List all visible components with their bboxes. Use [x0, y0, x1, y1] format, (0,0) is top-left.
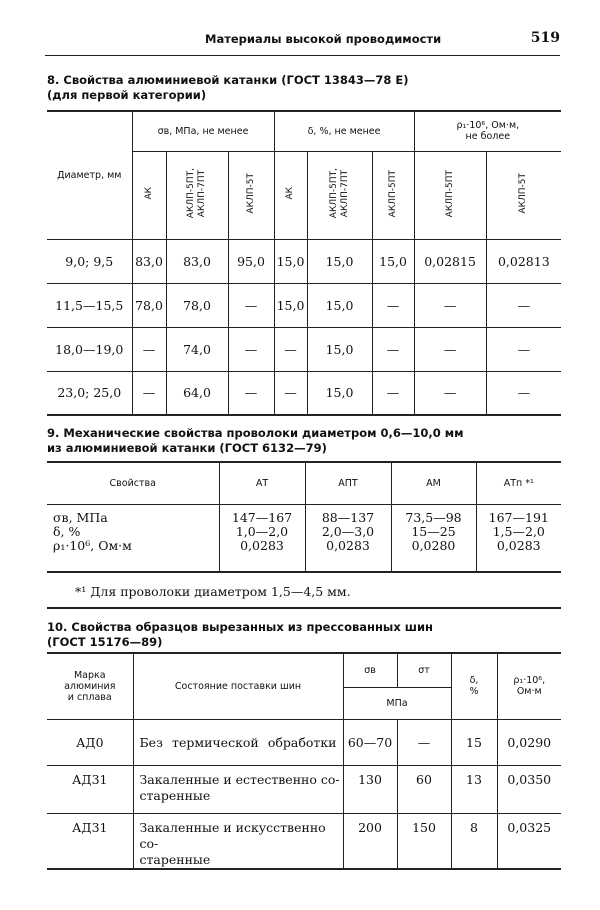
table-cell: 64,0	[166, 371, 228, 415]
table-cell: 60—70	[343, 719, 397, 765]
table-cell: 78,0	[132, 283, 166, 327]
table-cell: 167—191	[488, 509, 549, 525]
t3-head-grade	[47, 653, 133, 719]
table-cell: —	[228, 371, 274, 415]
table3-caption-line2: (ГОСТ 15176—89)	[47, 635, 163, 649]
table-cell: 15,0	[307, 327, 372, 371]
table2-caption-line2: из алюминиевой катанки (ГОСТ 6132—79)	[47, 441, 327, 455]
t3-r1-state-l1: Закаленные и естественно со-	[139, 771, 340, 787]
t1-head-diameter	[47, 111, 132, 239]
table-row	[47, 504, 561, 572]
t3-r1-grade: АД31	[47, 765, 133, 813]
t3-r2-grade: АД31	[47, 813, 133, 869]
t3-head-delta-l1: δ,	[469, 675, 479, 687]
table2-caption-line1: 9. Механические свойства проволоки диаметром 0,6—10,0 мм	[47, 426, 464, 440]
table-cell: 83,0	[166, 239, 228, 283]
table-cell: 1,5—2,0	[492, 523, 545, 539]
table-cell: 15,0	[307, 239, 372, 283]
t2-head-atp: АТп *¹	[476, 462, 561, 504]
table-cell: 0,0283	[326, 537, 370, 553]
t1-sub-aklp57-delta-l2: АКЛП-7ПТ	[339, 169, 350, 218]
table2-caption	[47, 426, 464, 456]
table-cell: —	[486, 371, 561, 415]
table-cell: 60	[397, 765, 451, 813]
table1	[47, 110, 561, 416]
table-cell: 15	[451, 719, 497, 765]
t3-head-mpa: МПа	[343, 687, 451, 719]
table-cell: —	[486, 283, 561, 327]
table-cell: —	[132, 327, 166, 371]
t3-head-delta-l2: %	[469, 686, 479, 698]
table-cell: —	[372, 327, 414, 371]
table-row	[47, 283, 561, 327]
t1-sub-ak-delta	[274, 151, 307, 239]
table-cell: —	[414, 283, 486, 327]
table3-caption-line1: 10. Свойства образцов вырезанных из прессованных шин	[47, 620, 433, 634]
t3-r0-state-l1: Без термической обработки	[139, 734, 337, 750]
table-row	[47, 813, 561, 869]
t3-head-rho-l1: ρ₁·10⁶,	[513, 675, 546, 687]
t2-props-cell	[47, 504, 219, 572]
t2-prop-rho: ρ₁·10⁶, Ом·м	[53, 537, 132, 553]
t2-am-cell	[391, 504, 476, 572]
table-cell: 0,0283	[496, 537, 541, 553]
table-row	[47, 765, 561, 813]
table-cell: 74,0	[166, 327, 228, 371]
table3	[47, 652, 561, 870]
t1-sub-aklp57-sigma-l2: АКЛП-7ПТ	[197, 169, 207, 218]
t1-r3-diameter: 23,0; 25,0	[47, 371, 132, 415]
table2-end-rule	[47, 607, 561, 609]
table-cell: 1,0—2,0	[235, 523, 289, 539]
t1-head-delta: δ, %, не менее	[274, 111, 414, 151]
t1-sub-aklp57-sigma-l1: АКЛП-5ПТ,	[186, 168, 196, 219]
t3-head-rho-l2: Ом·м	[516, 686, 542, 698]
t3-head-rho	[497, 653, 561, 719]
t2-prop-delta: δ, %	[53, 523, 81, 539]
t1-sub-aklp5pt-delta	[372, 151, 414, 239]
t1-sub-aklp57-sigma	[166, 151, 228, 239]
t1-sub-aklp5t-rho-text: АКЛП-5Т	[518, 173, 529, 214]
table1-caption-line2: (для первой категории)	[47, 88, 207, 102]
table-cell: 200	[343, 813, 397, 869]
t3-head-state: Состояние поставки шин	[133, 653, 343, 719]
table-cell: 150	[397, 813, 451, 869]
t2-prop-sigma: σв, МПа	[53, 509, 108, 525]
t1-sub-aklp57-delta	[307, 151, 372, 239]
page-number: 519	[530, 30, 560, 46]
table-cell: 15—25	[411, 523, 456, 539]
t3-head-sigma-b: σв	[343, 653, 397, 687]
table-cell: 0,0325	[497, 813, 561, 869]
t3-head-grade-l1: Марка	[73, 669, 106, 681]
table-cell: 0,0290	[497, 719, 561, 765]
table-cell: 0,0283	[240, 537, 284, 553]
table-cell: —	[372, 371, 414, 415]
t1-r0-diameter: 9,0; 9,5	[47, 239, 132, 283]
t3-r2-state	[133, 813, 343, 869]
t1-sub-aklp57-delta-l1: АКЛП-5ПТ,	[328, 168, 339, 219]
t1-sub-ak-sigma	[132, 151, 166, 239]
table-cell: 0,0350	[497, 765, 561, 813]
t3-head-delta	[451, 653, 497, 719]
t1-sub-ak-sigma-text: АК	[143, 187, 154, 200]
t2-head-at: АТ	[219, 462, 305, 504]
table-row	[47, 239, 561, 283]
t2-at-cell	[219, 504, 305, 572]
table-row	[47, 371, 561, 415]
table3-caption	[47, 620, 433, 650]
t1-sub-aklp57-sigma-text	[186, 168, 208, 218]
t1-sub-aklp5pt-delta-text: АКЛП-5ПТ	[387, 169, 398, 218]
table-cell: 8	[451, 813, 497, 869]
table-cell: 15,0	[307, 371, 372, 415]
t1-head-rho-line2: не более	[465, 131, 511, 143]
table-cell: 15,0	[372, 239, 414, 283]
t1-head-diameter-text: Диаметр, мм	[57, 169, 122, 181]
table-cell: 13	[451, 765, 497, 813]
header-rule	[45, 55, 560, 56]
t3-r0-state	[133, 719, 343, 765]
t2-head-am: АМ	[391, 462, 476, 504]
t2-atp-cell	[476, 504, 561, 572]
t1-sub-aklp5t-sigma	[228, 151, 274, 239]
t1-sub-aklp5t-sigma-text: АКЛП-5Т	[245, 173, 256, 214]
t1-sub-aklp57-delta-text	[329, 168, 351, 218]
table-cell: 78,0	[166, 283, 228, 327]
table-cell: —	[414, 327, 486, 371]
t3-r1-state	[133, 765, 343, 813]
table-cell: —	[274, 327, 307, 371]
table-cell: —	[414, 371, 486, 415]
table-cell: 0,0280	[411, 537, 456, 553]
t3-head-grade-l2: алюминия	[64, 680, 116, 692]
t1-r1-diameter: 11,5—15,5	[47, 283, 132, 327]
table-cell: 0,02813	[486, 239, 561, 283]
t3-r0-grade: АД0	[47, 719, 133, 765]
table-cell: 0,02815	[414, 239, 486, 283]
table-cell: —	[228, 327, 274, 371]
table-cell: —	[132, 371, 166, 415]
t1-sub-ak-delta-text: АК	[285, 187, 296, 200]
table-cell: 73,5—98	[405, 509, 462, 525]
t3-r2-state-l1: Закаленные и искусственно со-	[139, 819, 326, 851]
running-title: Материалы высокой проводимости	[205, 32, 442, 46]
t3-r1-state-l2: старенные	[139, 787, 211, 803]
table1-caption-line1: 8. Свойства алюминиевой катанки (ГОСТ 13843—78 Е)	[47, 73, 409, 87]
table-cell: 88—137	[321, 509, 375, 525]
table-cell: 130	[343, 765, 397, 813]
table-cell: 15,0	[274, 283, 307, 327]
table-cell: 83,0	[132, 239, 166, 283]
table-cell: 15,0	[307, 283, 372, 327]
t1-head-rho-line1: ρ₁·10⁶, Ом·м,	[456, 120, 520, 132]
table-cell: —	[372, 283, 414, 327]
table-cell: 147—167	[231, 509, 293, 525]
table-cell: —	[228, 283, 274, 327]
t3-head-sigma-t: σт	[397, 653, 451, 687]
t1-sub-aklp5t-rho	[486, 151, 561, 239]
table-cell: 15,0	[274, 239, 307, 283]
t2-head-apt: АПТ	[305, 462, 391, 504]
table-cell: —	[486, 327, 561, 371]
table-cell: 2,0—3,0	[321, 523, 375, 539]
table2-footnote: *¹ Для проволоки диаметром 1,5—4,5 мм.	[75, 584, 351, 599]
t2-head-props: Свойства	[47, 462, 219, 504]
t1-sub-aklp5pt-rho	[414, 151, 486, 239]
table-cell: 95,0	[228, 239, 274, 283]
t2-apt-cell	[305, 504, 391, 572]
t1-r2-diameter: 18,0—19,0	[47, 327, 132, 371]
page-header	[45, 30, 560, 54]
t1-head-rho	[414, 111, 561, 151]
table-row	[47, 719, 561, 765]
t1-sub-aklp5pt-rho-text: АКЛП-5ПТ	[444, 169, 455, 218]
table2	[47, 461, 561, 573]
t3-head-grade-l3: и сплава	[67, 691, 112, 703]
t1-head-sigma: σв, МПа, не менее	[132, 111, 274, 151]
t3-r2-state-l2: старенные	[139, 851, 211, 867]
table-cell: —	[397, 719, 451, 765]
table1-caption	[47, 73, 409, 103]
table-cell: —	[274, 371, 307, 415]
table-row	[47, 327, 561, 371]
